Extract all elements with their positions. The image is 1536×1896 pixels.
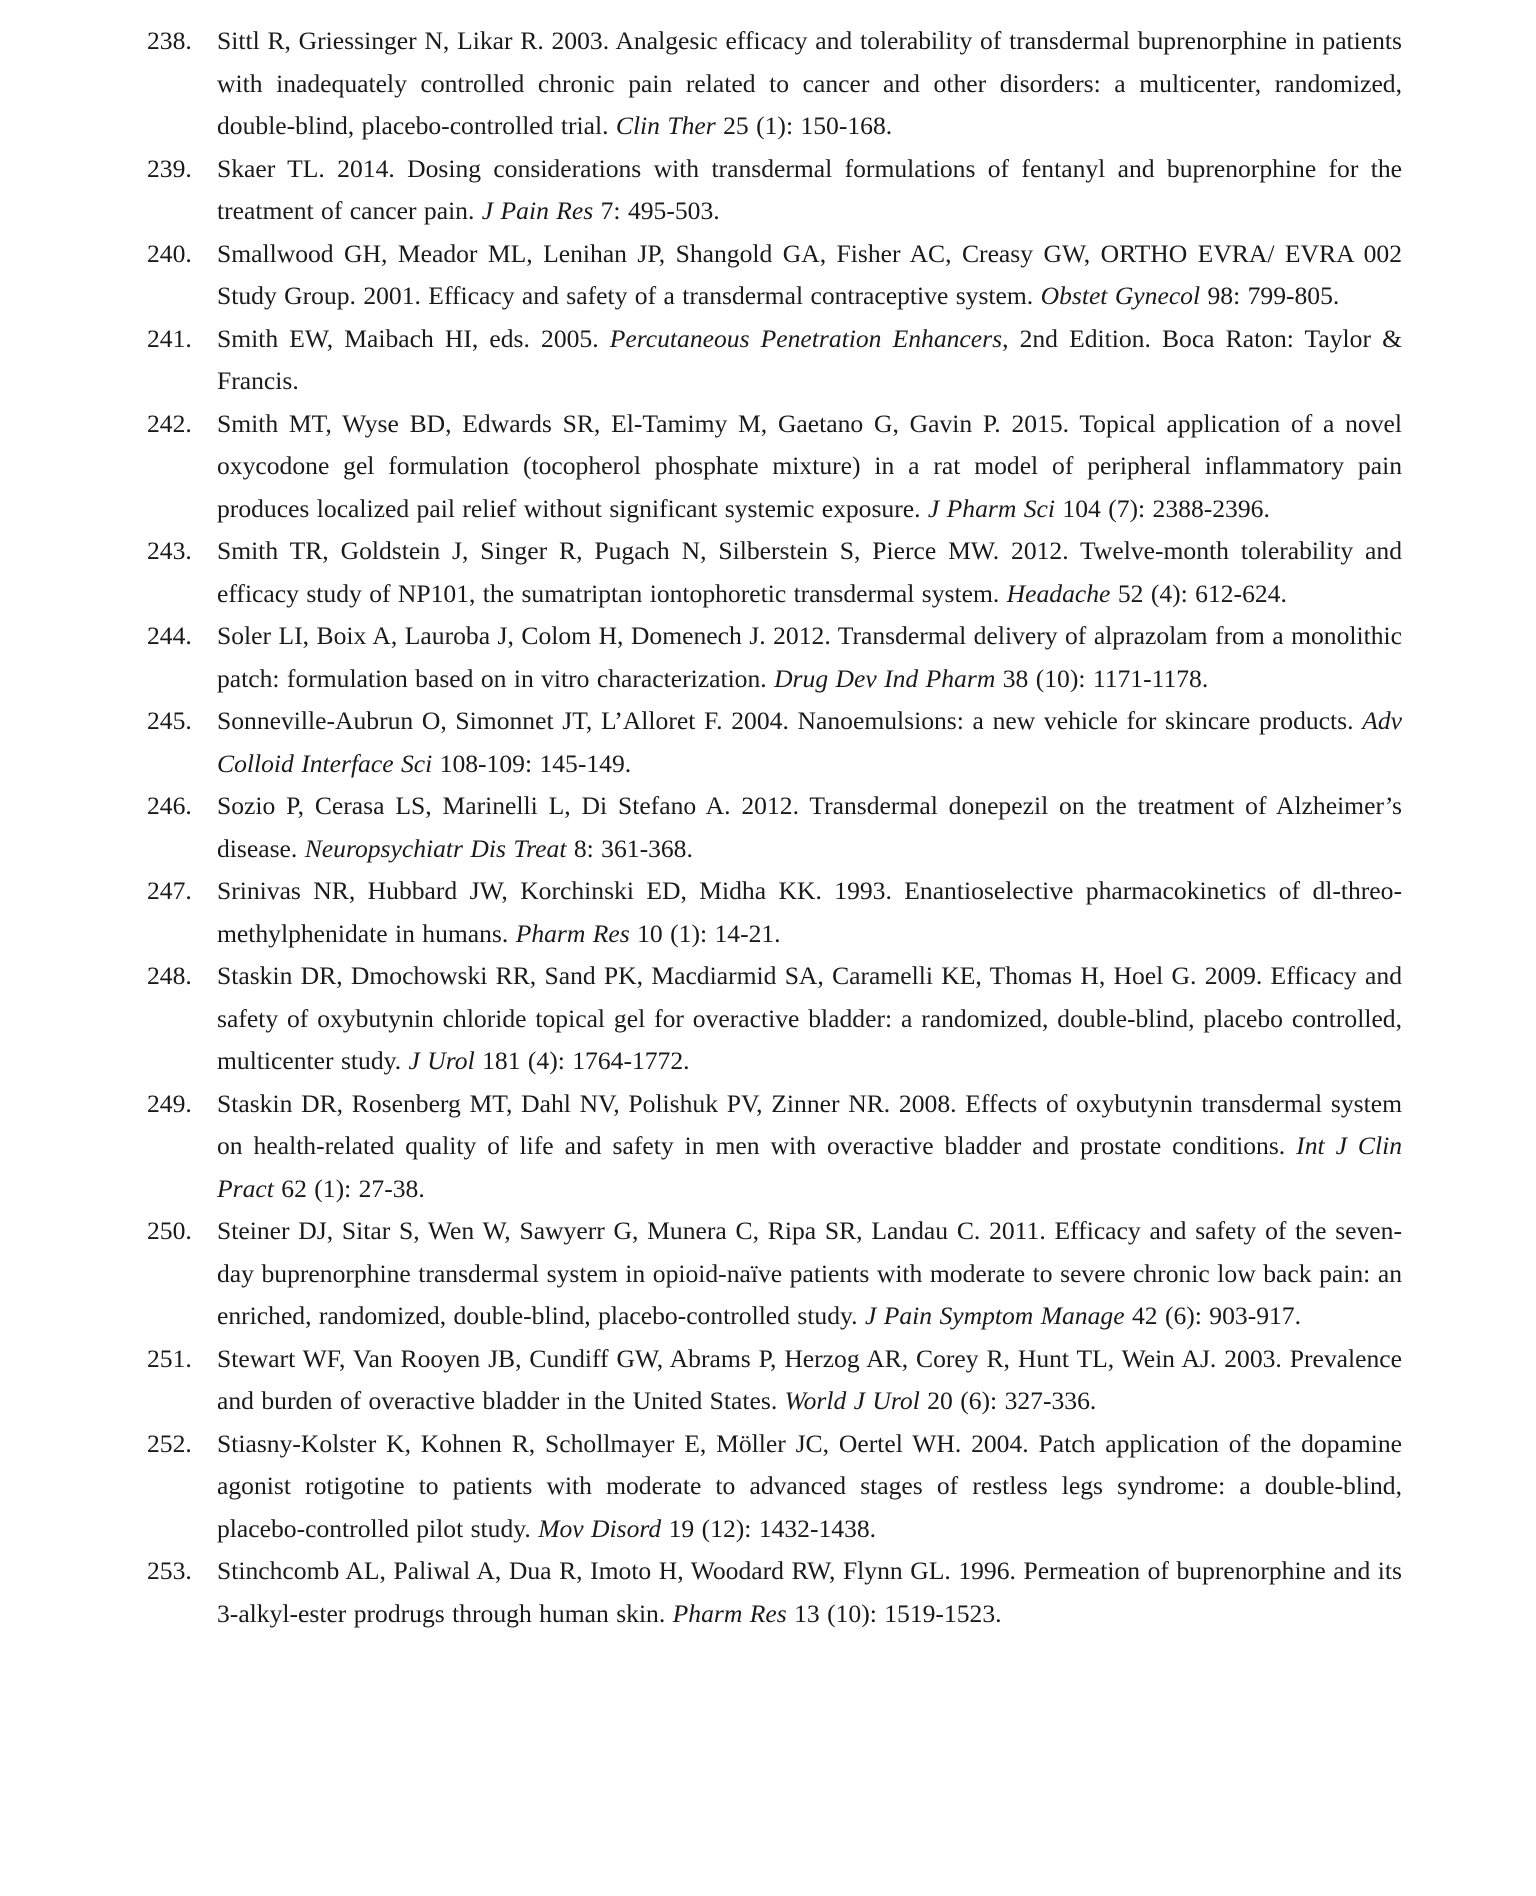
reference-number: 244.	[147, 621, 192, 650]
reference-text: Staskin DR, Dmochowski RR, Sand PK, Macdiarmid SA, Caramelli KE, Thomas H, Hoel G. 2009. Efficacy and safety of oxybutynin chloride topical gel for overactive bladder: a randomized, double-blind, placebo controlled, multicenter study.	[217, 961, 1402, 1075]
reference-text: Smallwood GH, Meador ML, Lenihan JP, Shangold GA, Fisher AC, Creasy GW, ORTHO EVRA/ EVRA 002 Study Group. 2001. Efficacy and safety of a transdermal contraceptive system.	[217, 238, 1402, 310]
journal-name: J Pain Res	[481, 196, 594, 225]
journal-name: Obstet Gynecol	[1040, 281, 1201, 310]
journal-name: Neuropsychiatr Dis Treat	[304, 833, 567, 863]
reference-citation: 62 (1): 27-38.	[273, 1173, 425, 1203]
reference-text: Steiner DJ, Sitar S, Wen W, Sawyerr G, Munera C, Ripa SR, Landau C. 2011. Efficacy and safety of the seven-day buprenorphine transdermal system in opioid-naïve patients with moderate to severe chronic low back pain: an enriched, randomized, double-blind, placebo-controlled study.	[217, 1216, 1402, 1330]
reference-text: Stinchcomb AL, Paliwal A, Dua R, Imoto H, Woodard RW, Flynn GL. 1996. Permeation of buprenorphine and its 3-alkyl-ester prodrugs through human skin.	[217, 1556, 1402, 1628]
reference-text: Stiasny-Kolster K, Kohnen R, Schollmayer E, Möller JC, Oertel WH. 2004. Patch application of the dopamine agonist rotigotine to patients with moderate to advanced stages of restless legs syndrome: a double-blind, placebo-controlled pilot study.	[217, 1428, 1402, 1543]
reference-citation: 20 (6): 327-336.	[919, 1386, 1097, 1415]
reference-citation: 98: 799-805.	[1200, 281, 1340, 310]
reference-text: Staskin DR, Rosenberg MT, Dahl NV, Polishuk PV, Zinner NR. 2008. Effects of oxybutynin transdermal system on health-related quality of life and safety in men with overactive bladder and prostate conditions.	[217, 1088, 1402, 1160]
reference-list	[0, 20, 1536, 1635]
reference-entry	[0, 955, 1536, 1083]
reference-citation: 25 (1): 150-168.	[715, 111, 893, 140]
journal-name: World J Urol	[784, 1386, 920, 1415]
reference-text: Soler LI, Boix A, Lauroba J, Colom H, Domenech J. 2012. Transdermal delivery of alprazolam from a monolithic patch: formulation based on in vitro characterization.	[217, 621, 1402, 693]
reference-number: 251.	[147, 1343, 192, 1373]
reference-number: 245.	[147, 706, 192, 735]
journal-name: Pharm Res	[672, 1598, 787, 1628]
journal-name: Drug Dev Ind Pharm	[774, 663, 996, 693]
reference-citation: 108-109: 145-149.	[432, 748, 632, 778]
reference-text: Sozio P, Cerasa LS, Marinelli L, Di Stefano A. 2012. Transdermal donepezil on the treatment of Alzheimer’s disease.	[217, 791, 1402, 863]
reference-citation: 38 (10): 1171-1178.	[995, 663, 1209, 693]
reference-number: 242.	[147, 408, 192, 438]
reference-number: 241.	[147, 323, 192, 353]
reference-citation: , 2nd Edition. Boca Raton: Taylor & Francis.	[217, 323, 1403, 395]
journal-name: Headache	[1006, 578, 1111, 608]
reference-entry	[0, 785, 1536, 870]
reference-text: Smith MT, Wyse BD, Edwards SR, El-Tamimy M, Gaetano G, Gavin P. 2015. Topical application of a novel oxycodone gel formulation (tocopherol phosphate mixture) in a rat model of peripheral inflammatory pain produces localized pail relief without significant systemic exposure.	[217, 408, 1402, 523]
journal-name: J Pharm Sci	[927, 493, 1056, 523]
reference-entry	[0, 1423, 1536, 1551]
journal-name: Pharm Res	[515, 918, 630, 948]
reference-number: 250.	[147, 1216, 192, 1245]
reference-text: Srinivas NR, Hubbard JW, Korchinski ED, Midha KK. 1993. Enantioselective pharmacokinetics of dl-threo-methylphenidate in humans.	[217, 876, 1402, 948]
reference-citation: 19 (12): 1432-1438.	[661, 1513, 877, 1543]
reference-citation: 181 (4): 1764-1772.	[474, 1046, 690, 1075]
reference-entry	[0, 403, 1536, 531]
reference-entry	[0, 233, 1536, 318]
reference-entry	[0, 615, 1536, 700]
reference-entry	[0, 870, 1536, 955]
reference-entry	[0, 148, 1536, 233]
reference-number: 252.	[147, 1428, 192, 1458]
reference-citation: 7: 495-503.	[593, 196, 720, 225]
journal-name: J Pain Symptom Manage	[864, 1301, 1125, 1330]
reference-entry	[0, 20, 1536, 148]
reference-citation: 13 (10): 1519-1523.	[786, 1598, 1002, 1628]
journal-name: J Urol	[408, 1046, 475, 1075]
journal-name: Adv Colloid Interface Sci	[217, 706, 1402, 778]
reference-number: 238.	[147, 26, 192, 55]
reference-text: Sittl R, Griessinger N, Likar R. 2003. Analgesic efficacy and tolerability of transdermal buprenorphine in patients with inadequately controlled chronic pain related to cancer and other disorders: a multicenter, randomized, double-blind, placebo-controlled trial.	[217, 26, 1402, 140]
journal-name: Mov Disord	[538, 1513, 662, 1543]
reference-citation: 104 (7): 2388-2396.	[1055, 493, 1270, 523]
reference-number: 246.	[147, 791, 192, 820]
reference-number: 243.	[147, 536, 192, 565]
reference-number: 248.	[147, 961, 192, 990]
reference-entry	[0, 1550, 1536, 1635]
reference-text: Sonneville-Aubrun O, Simonnet JT, L’Alloret F. 2004. Nanoemulsions: a new vehicle for skincare products.	[217, 706, 1363, 735]
reference-number: 239.	[147, 153, 192, 183]
journal-name: Clin Ther	[615, 111, 716, 140]
reference-number: 253.	[147, 1556, 192, 1585]
reference-entry	[0, 1338, 1536, 1423]
reference-citation: 8: 361-368.	[566, 833, 693, 863]
reference-text: Stewart WF, Van Rooyen JB, Cundiff GW, Abrams P, Herzog AR, Corey R, Hunt TL, Wein AJ. 2003. Prevalence and burden of overactive bladder in the United States.	[217, 1343, 1402, 1415]
reference-text: Smith TR, Goldstein J, Singer R, Pugach N, Silberstein S, Pierce MW. 2012. Twelve-month tolerability and efficacy study of NP101, the sumatriptan iontophoretic transdermal system.	[217, 536, 1402, 608]
reference-entry	[0, 1210, 1536, 1338]
reference-citation: 52 (4): 612-624.	[1110, 578, 1287, 608]
journal-name: Int J Clin Pract	[217, 1131, 1402, 1203]
reference-entry	[0, 318, 1536, 403]
journal-name: Percutaneous Penetration Enhancers	[609, 323, 1003, 353]
reference-text: Smith EW, Maibach HI, eds. 2005.	[217, 323, 610, 353]
reference-number: 240.	[147, 238, 192, 268]
reference-text: Skaer TL. 2014. Dosing considerations with transdermal formulations of fentanyl and buprenorphine for the treatment of cancer pain.	[217, 153, 1402, 225]
reference-number: 249.	[147, 1088, 192, 1118]
reference-entry	[0, 700, 1536, 785]
reference-citation: 42 (6): 903-917.	[1124, 1301, 1302, 1330]
reference-citation: 10 (1): 14-21.	[629, 918, 781, 948]
reference-number: 247.	[147, 876, 192, 905]
reference-entry	[0, 530, 1536, 615]
reference-entry	[0, 1083, 1536, 1211]
